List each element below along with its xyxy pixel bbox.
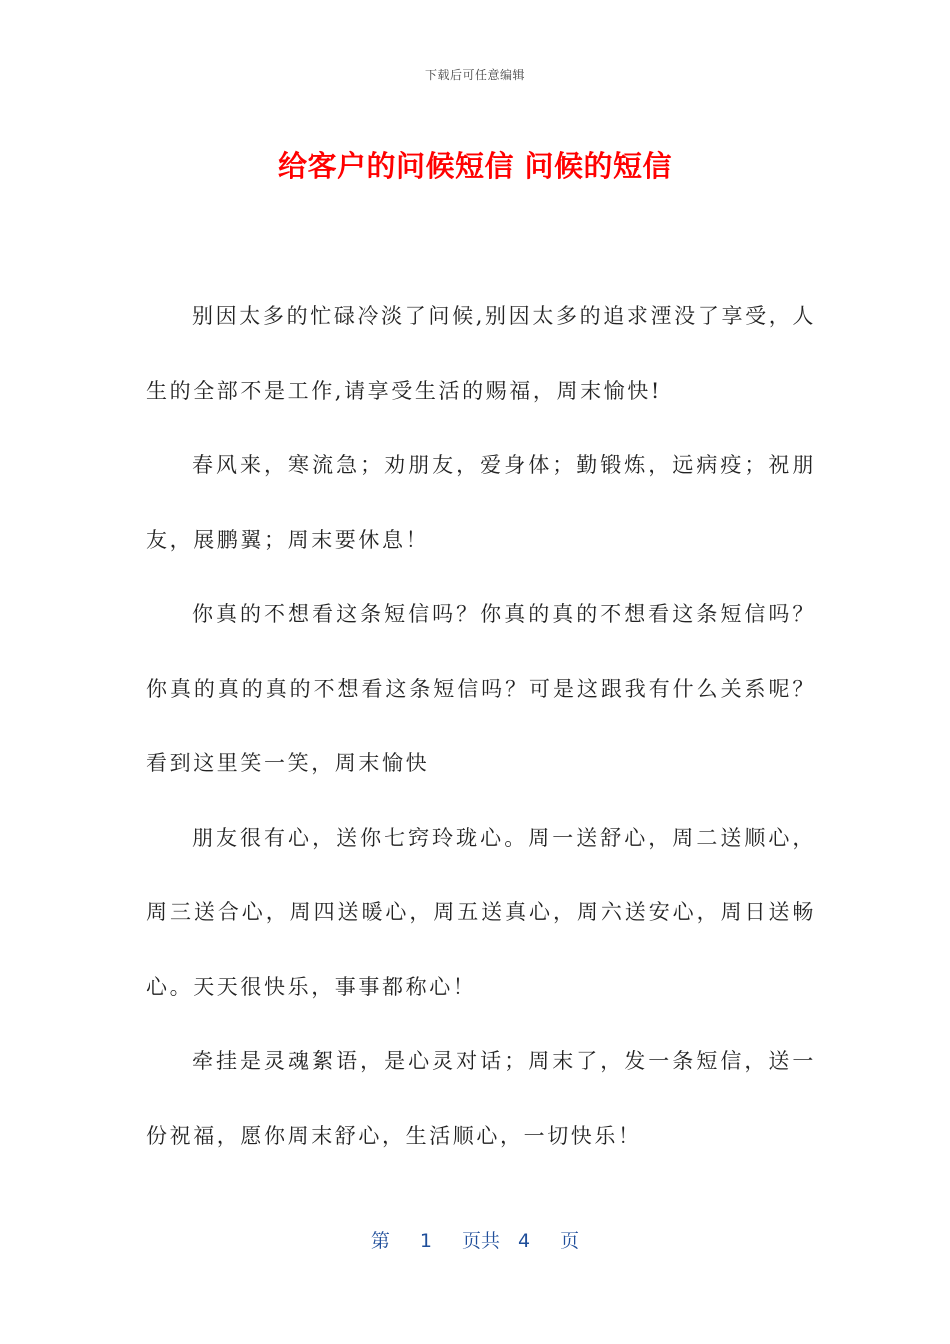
- document-body: [146, 279, 816, 1173]
- header-note: 下载后可任意编辑: [424, 68, 525, 82]
- page-footer: [0, 1226, 950, 1253]
- footer-suffix: 页: [560, 1230, 580, 1252]
- paragraph-5: 牵挂是灵魂絮语，是心灵对话；周末了，发一条短信，送一份祝福，愿你周末舒心，生活顺心，一切快乐！: [146, 1049, 816, 1148]
- paragraph-3: 你真的不想看这条短信吗？你真的真的不想看这条短信吗？你真的真的真的不想看这条短信吗？可是这跟我有什么关系呢？看到这里笑一笑，周末愉快: [146, 602, 816, 775]
- footer-prefix: 第: [370, 1230, 390, 1252]
- footer-middle: 页共: [461, 1230, 500, 1252]
- document-title: 给客户的问候短信 问候的短信: [277, 149, 673, 183]
- paragraph-4: 朋友很有心，送你七窍玲珑心。周一送舒心，周二送顺心，周三送合心，周四送暖心，周五送真心，周六送安心，周日送畅心。天天很快乐，事事都称心！: [146, 825, 816, 999]
- paragraph-1: 别因太多的忙碌冷淡了问候,别因太多的追求湮没了享受，人生的全部不是工作,请享受生活的赐福，周末愉快!: [146, 304, 816, 403]
- paragraph-2: 春风来，寒流急；劝朋友，爱身体；勤锻炼，远病疫；祝朋友，展鹏翼；周末要休息！: [146, 453, 816, 552]
- footer-current-page: 1: [419, 1230, 432, 1252]
- footer-total-pages: 4: [518, 1230, 531, 1252]
